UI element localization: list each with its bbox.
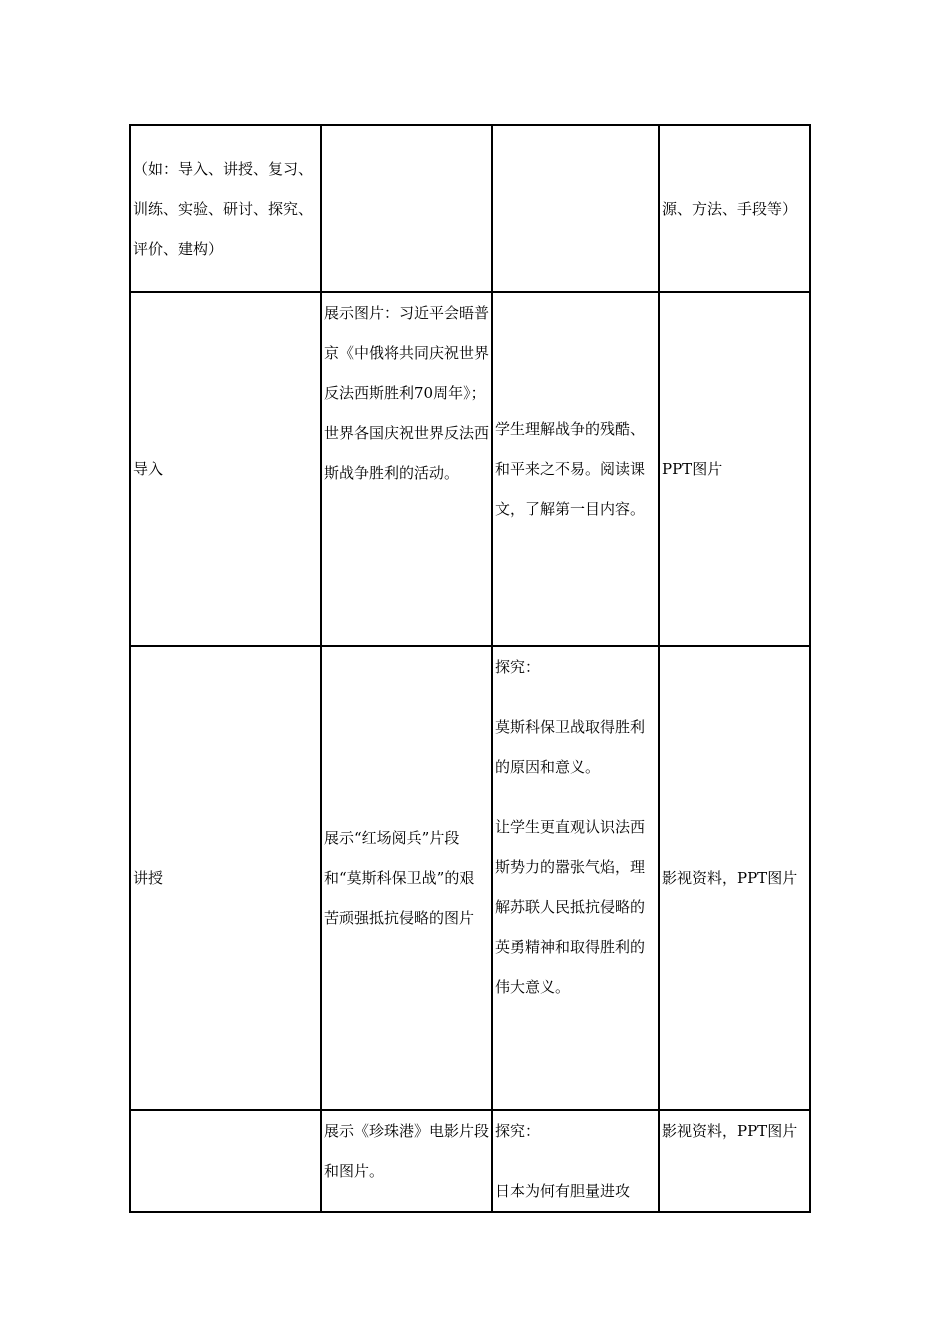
student-paragraph: 探究： [495,1122,541,1140]
teacher-activity-cell: 展示图片：习近平会晤普京《中俄将共同庆祝世界反法西斯胜利70周年》；世界各国庆祝世界反法西斯战争胜利的活动。 [321,292,492,646]
table-row [130,125,810,292]
phase-cell [130,1110,321,1212]
resources-cell: 影视资料，PPT图片 [659,646,810,1110]
header-teacher-activity [321,125,492,292]
header-teaching-phase: （如：导入、讲授、复习、训练、实验、研讨、探究、评价、建构） [130,125,321,292]
student-activity-cell [492,646,659,1110]
header-resources: 源、方法、手段等） [659,125,810,292]
student-paragraph: 莫斯科保卫战取得胜利的原因和意义。 [495,718,646,776]
phase-cell: 讲授 [130,646,321,1110]
student-activity-cell: 学生理解战争的残酷、和平来之不易。阅读课文，了解第一目内容。 [492,292,659,646]
header-student-activity [492,125,659,292]
table-row [130,1110,810,1212]
student-activity-cell [492,1110,659,1212]
student-paragraph: 让学生更直观认识法西斯势力的嚣张气焰，理解苏联人民抵抗侵略的英勇精神和取得胜利的伟大意义。 [495,818,646,996]
teacher-activity-cell: 展示《珍珠港》电影片段和图片。 [321,1110,492,1212]
lesson-plan-table [129,124,811,1213]
resources-cell: PPT图片 [659,292,810,646]
teacher-activity-cell: 展示“红场阅兵”片段和“莫斯科保卫战”的艰苦顽强抵抗侵略的图片 [321,646,492,1110]
student-paragraph: 日本为何有胆量进攻 [495,1182,631,1200]
phase-cell: 导入 [130,292,321,646]
table-row [130,646,810,1110]
student-paragraph: 探究： [495,658,541,676]
table-row [130,292,810,646]
resources-cell: 影视资料，PPT图片 [659,1110,810,1212]
